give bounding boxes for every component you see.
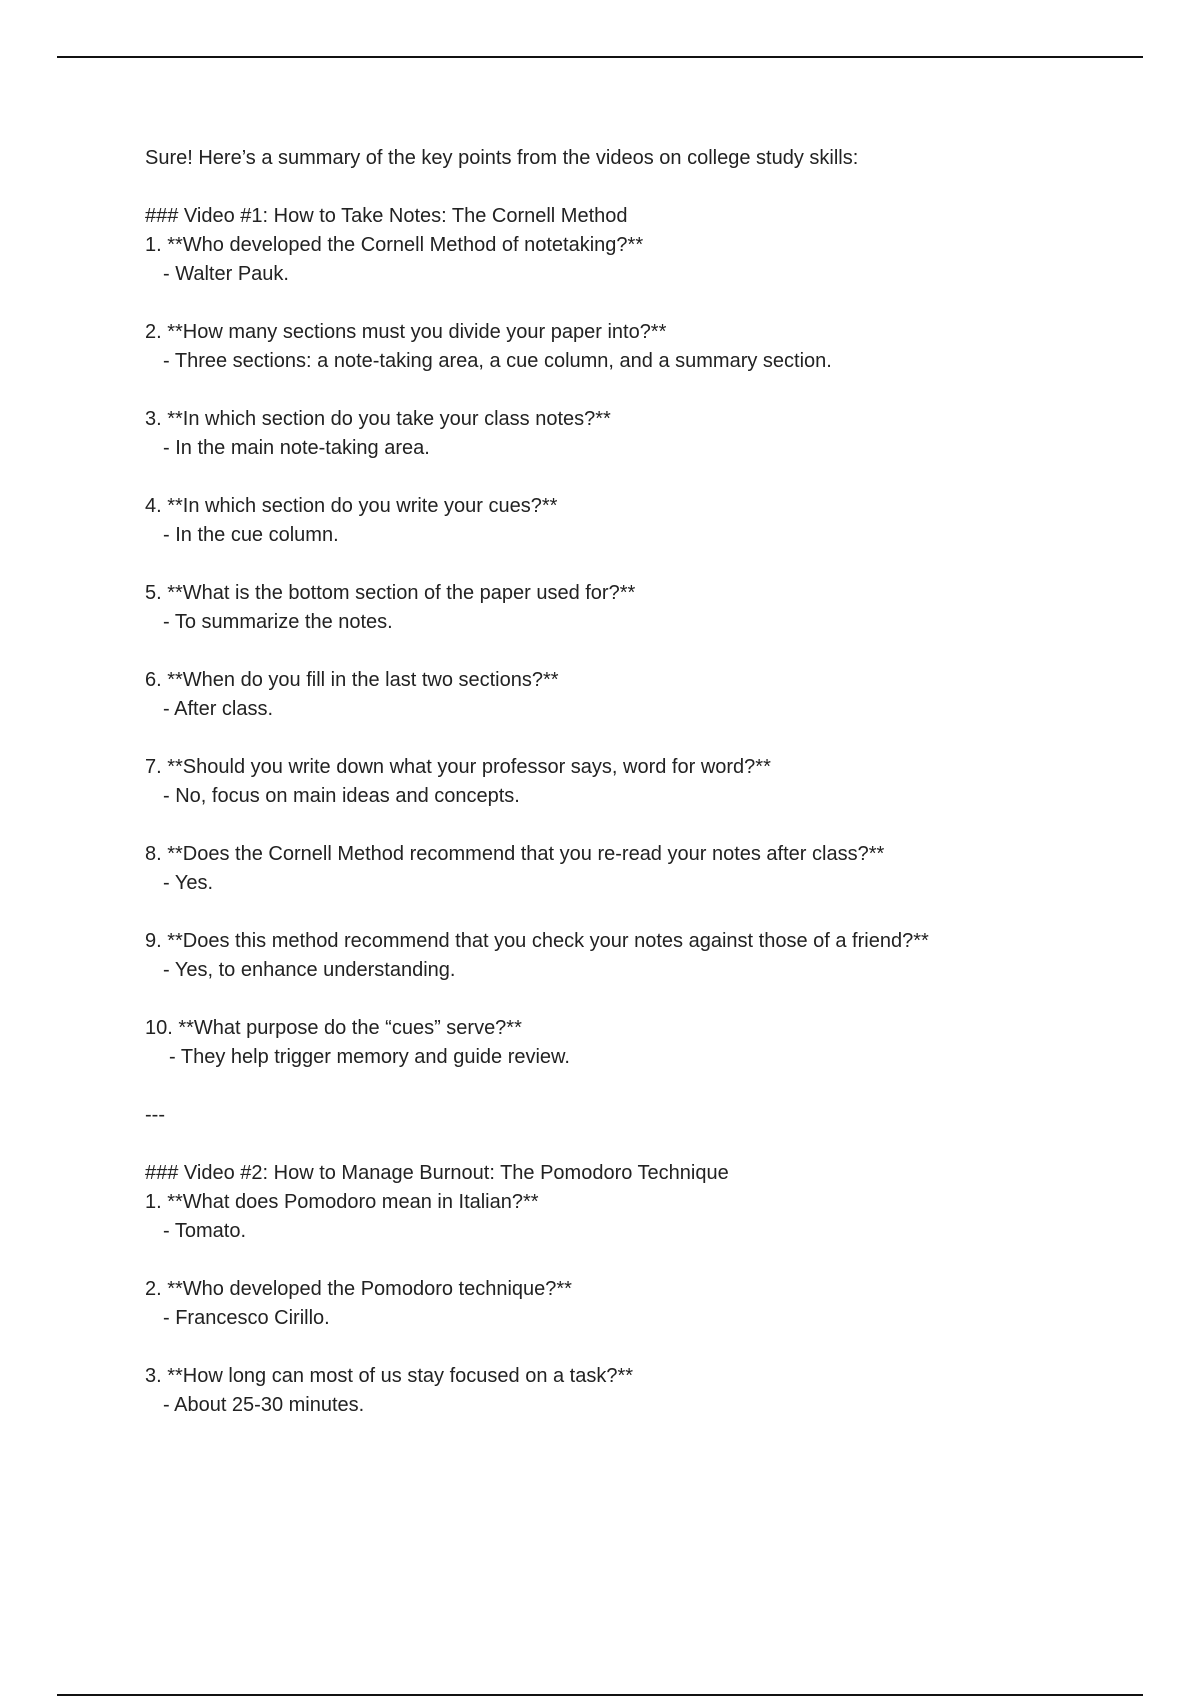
video1-item-9 <box>145 927 1105 985</box>
answer: - Yes, to enhance understanding. <box>163 959 456 981</box>
video1-item-8 <box>145 840 1105 898</box>
video2-item-3 <box>145 1362 1105 1420</box>
answer: - Francesco Cirillo. <box>163 1307 330 1329</box>
video1-item-5 <box>145 579 1105 637</box>
answer: - About 25-30 minutes. <box>163 1394 365 1416</box>
question: 1. **What does Pomodoro mean in Italian?** <box>145 1191 539 1213</box>
question: 8. **Does the Cornell Method recommend that you re-read your notes after class?** <box>145 843 885 865</box>
question: 7. **Should you write down what your professor says, word for word?** <box>145 756 771 778</box>
question: 1. **Who developed the Cornell Method of notetaking?** <box>145 234 644 256</box>
answer: - Walter Pauk. <box>163 263 289 285</box>
video1-item-7 <box>145 753 1105 811</box>
question: 10. **What purpose do the “cues” serve?** <box>145 1017 522 1039</box>
answer: - Yes. <box>163 872 214 894</box>
answer: - In the cue column. <box>163 524 339 546</box>
question: 2. **Who developed the Pomodoro technique?** <box>145 1278 572 1300</box>
question: 4. **In which section do you write your cues?** <box>145 495 558 517</box>
answer: - In the main note-taking area. <box>163 437 430 459</box>
video1-item-3 <box>145 405 1105 463</box>
video1-item-4 <box>145 492 1105 550</box>
video1-item-10 <box>145 1014 1105 1072</box>
answer: - They help trigger memory and guide review. <box>169 1046 570 1068</box>
video1-item-6 <box>145 666 1105 724</box>
question: 2. **How many sections must you divide your paper into?** <box>145 321 667 343</box>
answer: - Tomato. <box>163 1220 246 1242</box>
question: 3. **How long can most of us stay focused on a task?** <box>145 1365 634 1387</box>
video2-item-2 <box>145 1275 1105 1333</box>
video1-heading: ### Video #1: How to Take Notes: The Cornell Method <box>145 205 628 227</box>
answer: - To summarize the notes. <box>163 611 393 633</box>
question: 5. **What is the bottom section of the paper used for?** <box>145 582 636 604</box>
question: 9. **Does this method recommend that you check your notes against those of a friend?** <box>145 930 929 952</box>
question: 6. **When do you fill in the last two sections?** <box>145 669 559 691</box>
question: 3. **In which section do you take your class notes?** <box>145 408 611 430</box>
video1-item-2 <box>145 318 1105 376</box>
answer: - No, focus on main ideas and concepts. <box>163 785 520 807</box>
section-separator: --- <box>145 1104 165 1126</box>
answer: - After class. <box>163 698 274 720</box>
video1-item-1 <box>145 231 1105 289</box>
intro-text: Sure! Here’s a summary of the key points from the videos on college study skills: <box>145 147 859 169</box>
bottom-rule <box>57 1694 1143 1696</box>
video2-heading: ### Video #2: How to Manage Burnout: The Pomodoro Technique <box>145 1162 729 1184</box>
top-rule <box>57 56 1143 58</box>
video2-item-1 <box>145 1188 1105 1246</box>
document-body <box>145 144 1105 1420</box>
answer: - Three sections: a note-taking area, a cue column, and a summary section. <box>163 350 832 372</box>
